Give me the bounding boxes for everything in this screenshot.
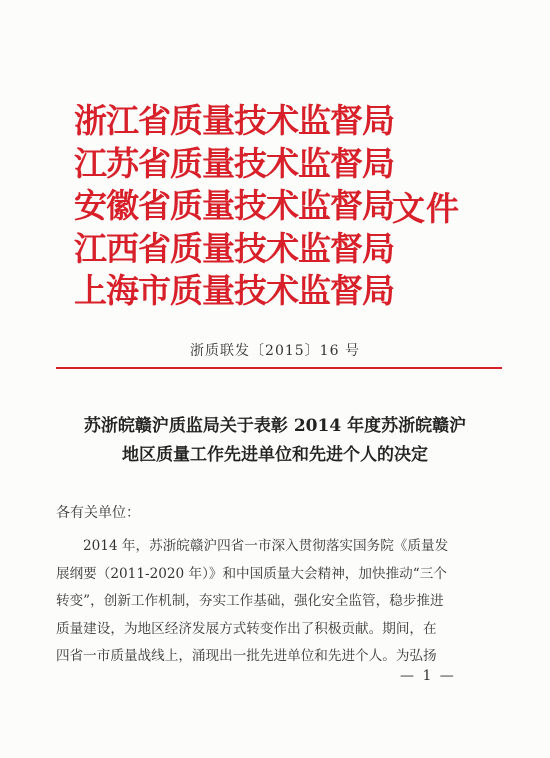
body-line-2: 展纲要（2011-2020 年）》和中国质量大会精神，加快推动“三个 [56,565,447,582]
body-paragraph [56,533,496,671]
title-line-1: 苏浙皖赣沪质监局关于表彰 2014 年度苏浙皖赣沪 [83,416,467,436]
body-line-4: 质量建设，为地区经济发展方式转变作出了积极贡献。期间，在 [56,620,437,637]
body-line-1: 2014 年，苏浙皖赣沪四省一市深入贯彻落实国务院《质量发 [83,538,449,554]
title-line-2: 地区质量工作先进单位和先进个人的决定 [122,445,428,465]
issuer-jiangsu: 江苏省质量技术监督局 [74,143,394,183]
issuer-zhejiang: 浙江省质量技术监督局 [74,101,394,140]
document-word: 文件 [392,189,460,228]
document-title [0,412,550,470]
salutation: 各有关单位： [56,505,140,521]
issuer-jiangxi: 江西省质量技术监督局 [74,228,394,268]
red-divider [56,367,502,369]
issuer-shanghai: 上海市质量技术监督局 [74,271,394,310]
page-number: — 1 — [400,668,456,684]
issuer-anhui: 安徽省质量技术监督局 [74,186,394,225]
issuer-list [74,100,394,313]
body-line-5: 四省一市质量战线上，涌现出一批先进单位和先进个人。为弘扬 [56,648,437,664]
body-line-3: 转变”，创新工作机制，夯实工作基础，强化安全监管，稳步推进 [56,593,444,609]
document-number: 浙质联发〔2015〕16 号 [190,343,360,359]
